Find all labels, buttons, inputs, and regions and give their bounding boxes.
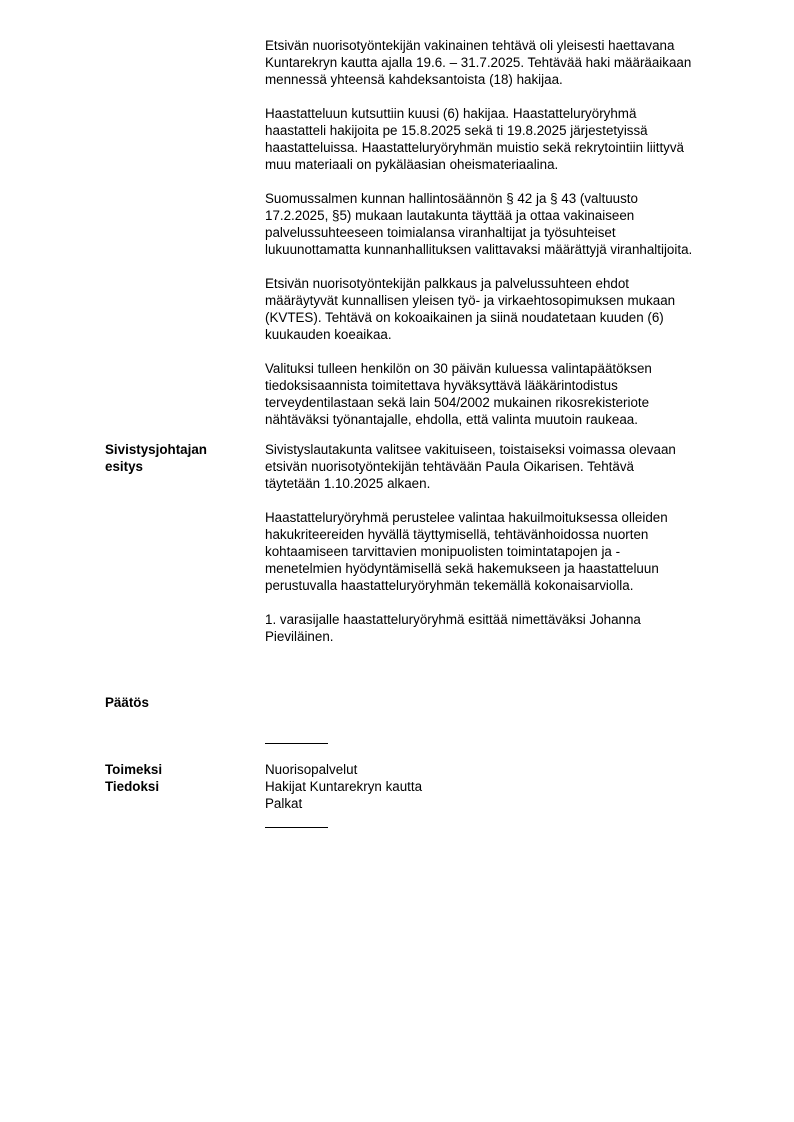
- proposal-section: [265, 441, 745, 662]
- background-section: [265, 37, 745, 445]
- proposal-paragraph: Sivistyslautakunta valitsee vakituiseen, toistaiseksi voimassa olevaan etsivän nuorisotyöntekijän tehtävään Paula Oikarisen. Tehtävä täytetään 1.10.2025 alkaen.: [265, 442, 676, 491]
- distribution-list: Nuorisopalvelut Hakijat Kuntarekryn kautta Palkat: [265, 762, 423, 811]
- proposal-paragraph: 1. varasijalle haastatteluryöryhmä esittää nimettäväksi Johanna Pieviläinen.: [265, 612, 641, 644]
- proposal-paragraph: Haastatteluryöryhmä perustelee valintaa hakuilmoituksessa olleiden hakukriteereiden hyvällä täyttymisellä, tehtävänhoidossa nuorten kohtaamiseen tarvittavien monipuolisten toimintatapojen ja - menetelmien hyödyntämisellä sekä hakemukseen ja haastatteluun perustuvalla haastatteluryöryhmän tekemällä kokonaisarviolla.: [265, 510, 668, 593]
- decision-label: Päätös: [105, 695, 149, 710]
- body-paragraph: Etsivän nuorisotyöntekijän vakinainen tehtävä oli yleisesti haettavana Kuntarekryn kautta ajalla 19.6. – 31.7.2025. Tehtävää haki määräaikaan mennessä yhteensä kahdeksantoista (18) hakijaa.: [265, 38, 692, 87]
- body-paragraph: Valituksi tulleen henkilön on 30 päivän kuluessa valintapäätöksen tiedoksisaannista toimitettava hyväksyttävä lääkärintodistus terveydentilastaan sekä lain 504/2002 mukainen rikosrekisteriote nähtäväksi työnantajalle, ehdolla, että valinta muutoin raukeaa.: [265, 361, 652, 427]
- proposal-label: Sivistysjohtajan esitys: [105, 442, 207, 474]
- divider-rule: [265, 827, 328, 828]
- body-paragraph: Etsivän nuorisotyöntekijän palkkaus ja palvelussuhteen ehdot määräytyvät kunnallisen yleisen työ- ja virkaehtosopimuksen mukaan (KVTES). Tehtävä on kokoaikainen ja siinä noudatetaan kuuden (6) kuukauden koeaikaa.: [265, 276, 676, 342]
- body-paragraph: Suomussalmen kunnan hallintosäännön § 42 ja § 43 (valtuusto 17.2.2025, §5) mukaan lautakunta täyttää ja ottaa vakinaiseen palvelussuhteeseen toimialansa viranhaltijat ja työsuhteiset lukuunottamatta kunnanhallituksen valittavaksi määrättyjä viranhaltijoita.: [265, 191, 693, 257]
- body-paragraph: Haastatteluun kutsuttiin kuusi (6) hakijaa. Haastatteluryöryhmä haastatteli hakijoita pe 15.8.2025 sekä ti 19.8.2025 järjestetyissä haastatteluissa. Haastatteluryöryhmän muistio sekä rekrytointiin liittyvä muu materiaali on pykäläasian oheismateriaalina.: [265, 106, 685, 172]
- distribution-label: Toimeksi Tiedoksi: [105, 762, 163, 794]
- divider-rule: [265, 743, 328, 744]
